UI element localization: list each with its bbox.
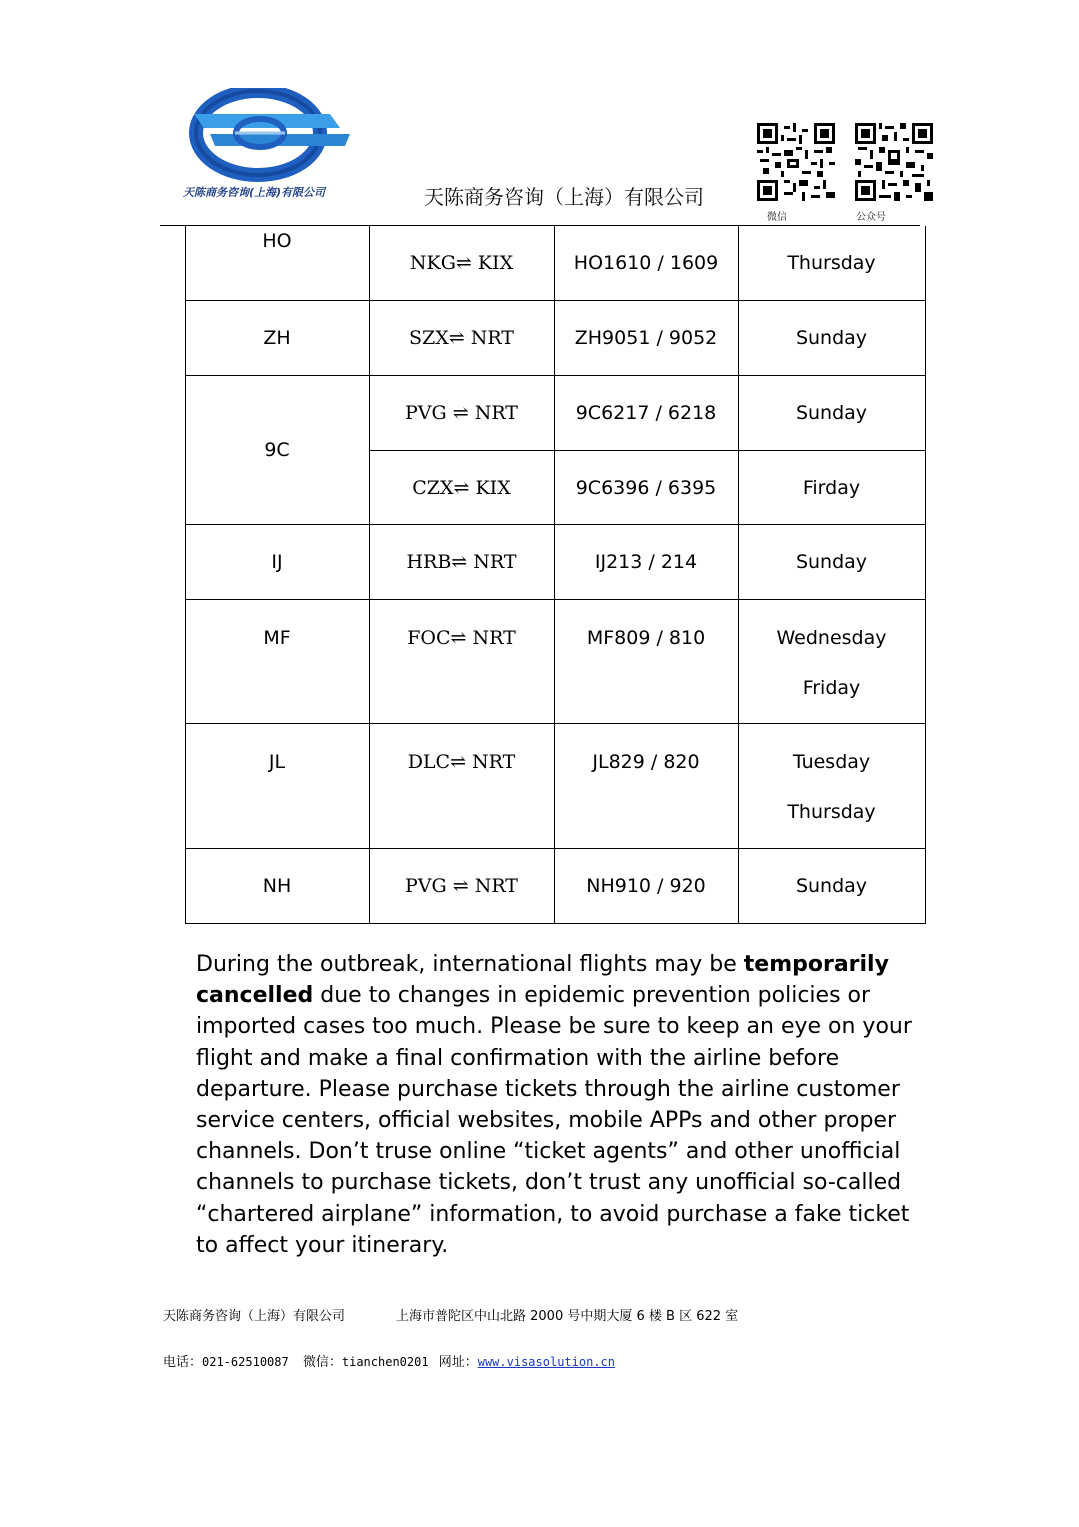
official-account-qr-label: 公众号 — [856, 212, 886, 223]
footer-company-line — [163, 1305, 739, 1324]
website-link[interactable]: www.visasolution.cn — [477, 1355, 616, 1369]
footer-company: 天陈商务咨询（上海）有限公司 — [163, 1309, 346, 1324]
airline-cell: ZH — [263, 327, 291, 349]
flight-number-cell: MF809 / 810 — [586, 626, 706, 649]
travel-notice-paragraph — [196, 949, 936, 1261]
flight-number-cell: NH910 / 920 — [586, 875, 706, 897]
notice-emphasis: temporarily cancelled — [196, 952, 889, 1009]
logo-text: 天陈商务咨询(上海)有限公司 — [183, 186, 326, 199]
flight-number-cell: JL829 / 820 — [592, 751, 700, 773]
flight-number-cell: ZH9051 / 9052 — [574, 327, 718, 349]
route-cell: HRB⇌ NRT — [406, 551, 517, 573]
wechat-id: tianchen0201 — [341, 1355, 429, 1369]
wechat-label: 微信： — [302, 1355, 342, 1370]
route-cell: SZX⇌ NRT — [409, 327, 514, 349]
footer-contact-line — [163, 1351, 615, 1370]
schedule-day: Thursday — [787, 801, 876, 823]
airline-cell: HO — [262, 230, 292, 252]
airline-cell: 9C — [264, 439, 290, 461]
header-company-title: 天陈商务咨询（上海）有限公司 — [424, 185, 704, 209]
phone-number: 021-62510087 — [202, 1355, 289, 1369]
footer-address: 上海市普陀区中山北路 2000 号中期大厦 6 楼 B 区 622 室 — [396, 1309, 739, 1324]
schedule-day: Wednesday — [776, 627, 887, 649]
wechat-qr-code — [757, 123, 835, 201]
flight-number-cell: 9C6396 / 6395 — [575, 476, 717, 499]
notice-text: During the outbreak, international flights may be — [196, 952, 744, 977]
schedule-day-cell — [738, 613, 925, 713]
schedule-day-cell: Sunday — [795, 551, 868, 573]
schedule-day-cell: Sunday — [795, 875, 868, 897]
route-cell: NKG⇌ KIX — [409, 252, 514, 274]
website-label: 网址： — [438, 1355, 478, 1370]
official-account-qr-code — [855, 123, 933, 201]
schedule-day-cell: Thursday — [787, 252, 876, 274]
route-cell: CZX⇌ KIX — [412, 476, 511, 499]
flight-number-cell: IJ213 / 214 — [594, 551, 698, 573]
phone-label: 电话： — [163, 1355, 203, 1370]
schedule-day-cell — [738, 737, 925, 837]
route-cell: FOC⇌ NRT — [407, 626, 516, 649]
table-border — [925, 226, 926, 924]
row-divider — [185, 723, 926, 724]
schedule-day-cell: Sunday — [795, 402, 868, 424]
schedule-day: Friday — [802, 677, 861, 699]
airline-cell: JL — [268, 751, 286, 773]
schedule-day-cell: Firday — [802, 476, 861, 499]
wechat-qr-label: 微信 — [767, 212, 787, 223]
schedule-day: Tuesday — [792, 751, 871, 773]
airline-cell: MF — [263, 626, 291, 649]
flight-number-cell: HO1610 / 1609 — [573, 252, 719, 274]
flight-schedule-table — [185, 226, 926, 924]
notice-text: due to changes in epidemic prevention policies or imported cases too much. Please be sure to keep an eye on your flight and make a final confirmation with the airline before departure. Please purchase tickets through the airline customer service centers, official websites, mobile APPs and other proper channels. Don’t truse online “ticket agents” and other unofficial channels to purchase tickets, don’t trust any unofficial so-called “chartered airplane” information, to avoid purchase a fake ticket to affect your itinerary. — [196, 983, 912, 1258]
route-cell: PVG ⇌ NRT — [405, 402, 518, 424]
airline-cell: NH — [262, 875, 292, 897]
route-cell: DLC⇌ NRT — [407, 751, 516, 773]
schedule-day-cell: Sunday — [795, 327, 868, 349]
flight-number-cell: 9C6217 / 6218 — [575, 402, 717, 424]
route-cell: PVG ⇌ NRT — [405, 875, 518, 897]
airline-cell: IJ — [271, 551, 283, 573]
table-border — [185, 923, 926, 924]
